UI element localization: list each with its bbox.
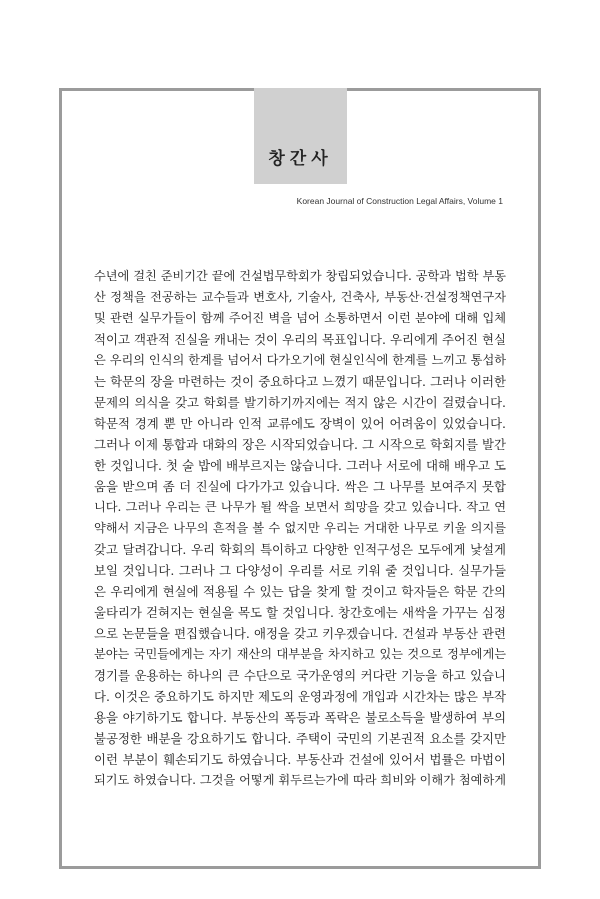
text-line: 불공정한 배분을 강요하기도 합니다. 주택이 국민의 기본권적 요소를 갖지만 <box>94 731 506 746</box>
text-line: 은 우리의 인식의 한계를 넘어서 다가오기에 현실인식에 한계를 느끼고 통섭하 <box>94 353 506 367</box>
text-line: 되기도 하였습니다. 그것을 어떻게 휘두르는가에 따라 희비와 이해가 첨예하게 <box>94 773 506 787</box>
text-line: 분야는 국민들에게는 자기 재산의 대부분을 차지하고 있는 것으로 정부에게는 <box>94 647 506 661</box>
text-line: 보일 것입니다. 그러나 그 다양성이 우리를 서로 키워 줄 것입니다. 실무가들 <box>94 563 506 578</box>
text-line: 갖고 달려갑니다. 우리 학회의 특이하고 다양한 인적구성은 모두에게 낯설게 <box>94 542 506 557</box>
text-line: 은 우리에게 현실에 적용될 수 있는 답을 찾게 할 것이고 학자들은 학문 간의 <box>94 584 506 599</box>
text-line: 문제의 의식을 갖고 학회를 발기하기까지에는 적지 않은 시간이 걸렸습니다. <box>94 395 506 410</box>
text-line: 학문적 경계 뿐 만 아니라 인적 교류에도 장벽이 있어 어려움이 있었습니다. <box>94 416 506 431</box>
text-line: 울타리가 걷혀지는 현실을 목도 할 것입니다. 창간호에는 새싹을 가꾸는 심정 <box>94 605 506 620</box>
text-line: 경기를 운용하는 하나의 큰 수단으로 국가운영의 커다란 기능을 하고 있습니 <box>94 668 506 683</box>
text-line: 다. 이것은 중요하기도 하지만 제도의 운영과정에 개입과 시간차는 많은 부작 <box>94 689 506 704</box>
text-line: 적이고 객관적 진실을 캐내는 것이 우리의 목표입니다. 우리에게 주어진 현실 <box>94 332 506 347</box>
text-line: 수년에 걸친 준비기간 끝에 건설법무학회가 창립되었습니다. 공학과 법학 부동 <box>94 269 506 283</box>
text-line: 니다. 그러나 우리는 큰 나무가 될 싹을 보면서 희망을 갖고 있습니다. 작고 연 <box>94 500 506 514</box>
journal-subtitle: Korean Journal of Construction Legal Affairs, Volume 1 <box>296 196 503 206</box>
text-line: 산 정책을 전공하는 교수들과 변호사, 기술사, 건축사, 부동산·건설정책연구자 <box>94 290 506 304</box>
text-line: 움을 받으며 좀 더 진실에 다가가고 있습니다. 싹은 그 나무를 보여주지 못합 <box>94 479 506 494</box>
text-line: 한 것입니다. 첫 술 밥에 배부르지는 않습니다. 그러나 서로에 대해 배우고 도 <box>94 458 506 473</box>
page-title: 창간사 <box>268 149 333 169</box>
text-line: 약해서 지금은 나무의 흔적을 볼 수 없지만 우리는 거대한 나무로 키울 의지를 <box>94 521 506 535</box>
text-line: 이런 부분이 훼손되기도 하였습니다. 부동산과 건설에 있어서 법률은 마법이 <box>94 752 506 767</box>
body-text <box>94 266 506 791</box>
text-line: 및 관련 실무가들이 함께 주어진 벽을 넘어 소통하면서 이런 분야에 대해 입체 <box>94 311 506 325</box>
text-line: 으로 논문들을 편집했습니다. 애정을 갖고 키우겠습니다. 건설과 부동산 관련 <box>94 626 506 641</box>
text-line: 는 학문의 장을 마련하는 것이 중요하다고 느꼈기 때문입니다. 그러나 이러한 <box>94 374 506 389</box>
text-line: 용을 야기하기도 합니다. 부동산의 폭등과 폭락은 불로소득을 발생하여 부의 <box>94 710 506 725</box>
text-line: 그러나 이제 통합과 대화의 장은 시작되었습니다. 그 시작으로 학회지를 발간 <box>94 437 506 452</box>
